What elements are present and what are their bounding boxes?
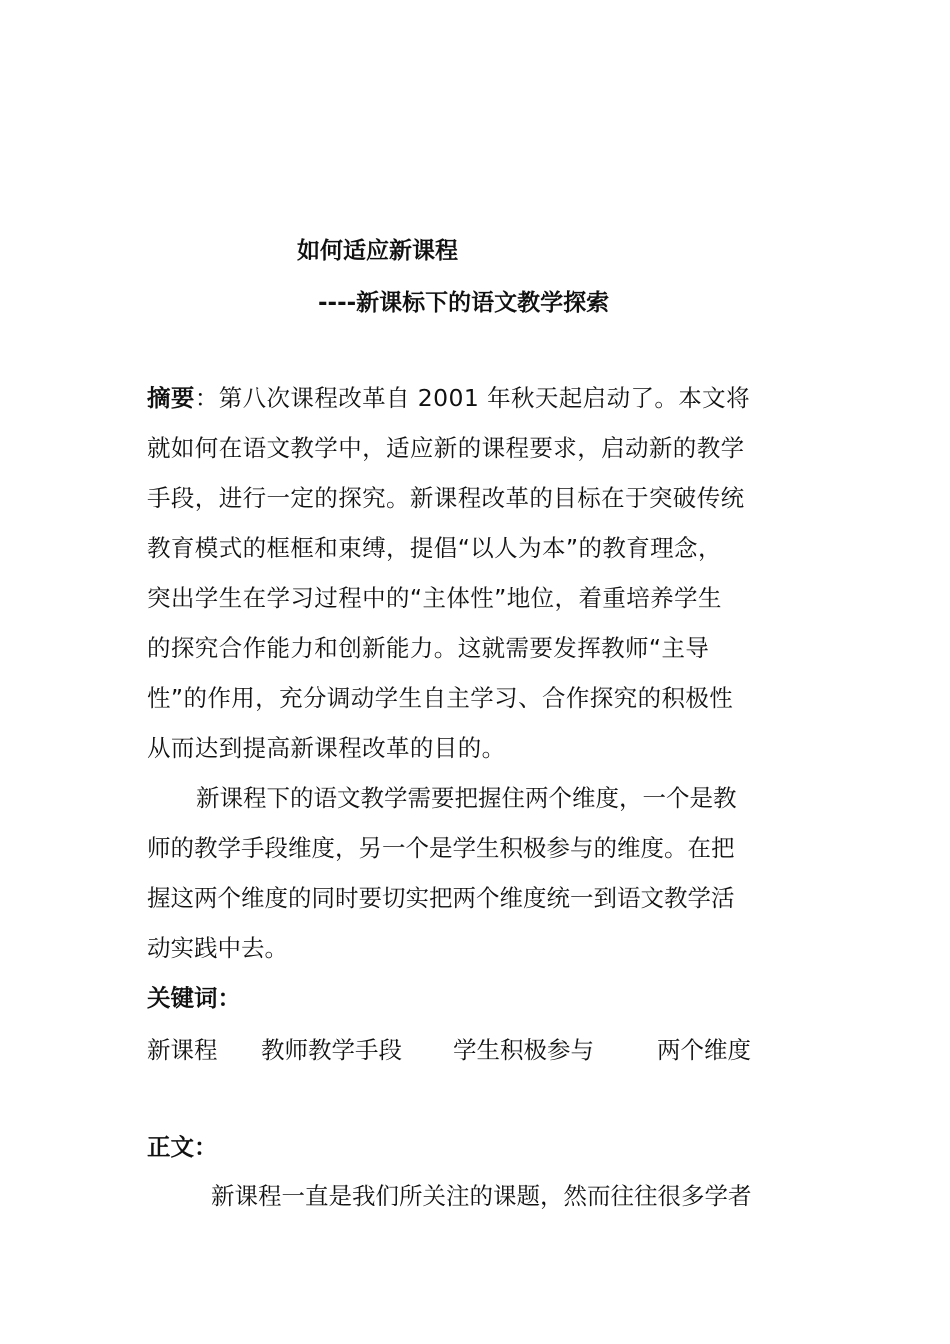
abstract-text: 第八次课程改革自 2001 年秋天起启动了。本文将 (218, 384, 750, 412)
body-line-1: 新课程一直是我们所关注的课题，然而往往很多学者 (211, 1182, 752, 1210)
paragraph-line-1: 新课程下的语文教学需要把握住两个维度，一个是教 (196, 784, 737, 812)
keyword-item: 学生积极参与 (453, 1036, 594, 1064)
abstract-label: 摘要 (147, 384, 195, 412)
keyword-item: 教师教学手段 (261, 1036, 402, 1064)
paragraph-line-2: 师的教学手段维度，另一个是学生积极参与的维度。在把 (147, 834, 735, 862)
paragraph-line-3: 握这两个维度的同时要切实把两个维度统一到语文教学活 (147, 884, 735, 912)
abstract-line-4: 教育模式的框框和束缚，提倡“以人为本”的教育理念， (147, 534, 722, 562)
abstract-colon: ： (194, 384, 219, 412)
body-label: 正文： (147, 1133, 218, 1161)
paragraph-line-4: 动实践中去。 (147, 934, 288, 962)
keyword-item: 新课程 (147, 1036, 218, 1064)
keywords-label: 关键词： (147, 984, 241, 1012)
abstract-line-2: 就如何在语文教学中，适应新的课程要求，启动新的教学 (147, 434, 745, 462)
keyword-item: 两个维度 (657, 1036, 751, 1064)
abstract-line-8: 从而达到提高新课程改革的目的。 (147, 734, 506, 762)
abstract-line-3: 手段，进行一定的探究。新课程改革的目标在于突破传统 (147, 484, 745, 512)
document-subtitle: ----新课标下的语文教学探索 (318, 290, 610, 316)
abstract-line-1 (147, 383, 750, 413)
document-title: 如何适应新课程 (297, 238, 458, 264)
abstract-line-6: 的探究合作能力和创新能力。这就需要发挥教师“主导 (147, 634, 710, 662)
abstract-line-7: 性”的作用，充分调动学生自主学习、合作探究的积极性 (147, 684, 734, 712)
abstract-line-5: 突出学生在学习过程中的“主体性”地位，着重培养学生 (147, 584, 722, 612)
